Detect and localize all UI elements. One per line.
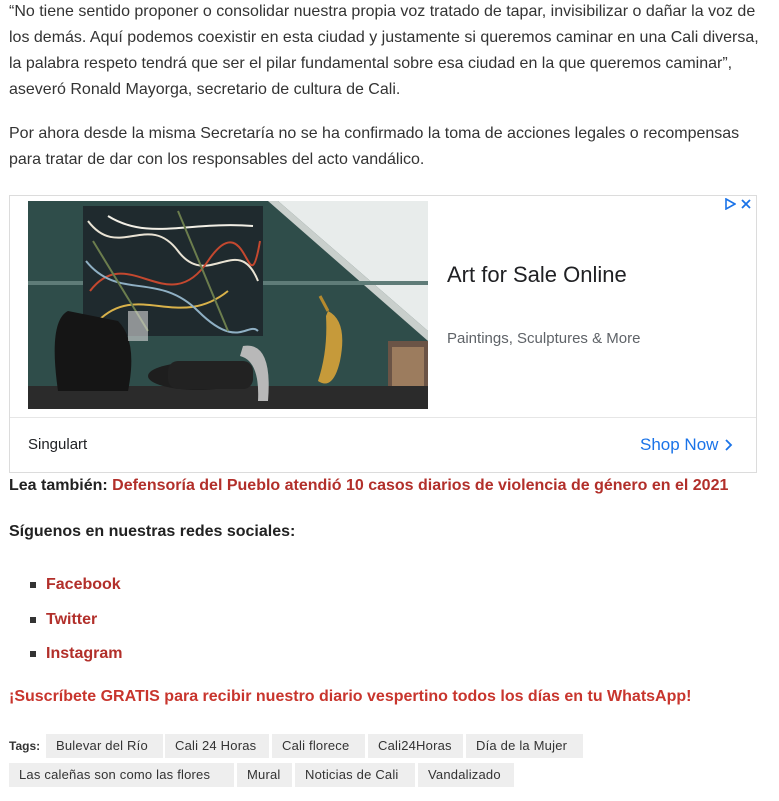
instagram-link[interactable]: Instagram: [46, 645, 123, 663]
social-links-list: [9, 568, 122, 672]
related-label: Lea también:: [9, 477, 108, 494]
article-paragraph-quote: “No tiene sentido proponer o consolidar nuestra propia voz tratado de tapar, invisibilizar o dañar la voz de los demás. Aquí podemos coexistir en esta ciudad y justamente si queremos caminar en una Cali diversa, la palabra respeto tendrá que ser el pilar fundamental sobre esa ciudad en la que queremos caminar”, aseveró Ronald Mayorga, secretario de cultura de Cali.: [9, 3, 759, 98]
tag-noticias-de-cali[interactable]: Noticias de Cali: [295, 763, 415, 787]
related-article: [9, 477, 728, 495]
tag-cali-24-horas[interactable]: Cali 24 Horas: [165, 734, 269, 758]
list-item: [9, 637, 122, 672]
twitter-link[interactable]: Twitter: [46, 610, 98, 628]
advertisement[interactable]: [9, 195, 757, 473]
whatsapp-subscribe-link[interactable]: ¡Suscríbete GRATIS para recibir nuestro diario vespertino todos los días en tu WhatsApp!: [9, 688, 692, 705]
chevron-right-icon: [724, 438, 734, 452]
ad-cta-label: Shop Now: [640, 435, 719, 454]
related-article-link[interactable]: Defensoría del Pueblo atendió 10 casos diarios de violencia de género en el 2021: [112, 477, 729, 494]
article-paragraph: Por ahora desde la misma Secretaría no se ha confirmado la toma de acciones legales o recompensas para tratar de dar con los responsables del acto vandálico.: [9, 125, 740, 168]
tag-las-calenas[interactable]: Las caleñas son como las flores: [9, 763, 234, 787]
tag-vandalizado[interactable]: Vandalizado: [418, 763, 514, 787]
tag-dia-de-la-mujer[interactable]: Día de la Mujer: [466, 734, 583, 758]
bullet-icon: [30, 651, 36, 657]
ad-divider: [10, 417, 756, 418]
list-item: [9, 568, 122, 603]
ad-image[interactable]: [28, 201, 428, 409]
list-item: [9, 603, 122, 638]
bullet-icon: [30, 582, 36, 588]
bullet-icon: [30, 617, 36, 623]
tag-cali24horas[interactable]: Cali24Horas: [368, 734, 463, 758]
adchoices-icon[interactable]: [724, 198, 736, 210]
social-heading: Síguenos en nuestras redes sociales:: [9, 523, 296, 540]
ad-headline[interactable]: Art for Sale Online: [447, 262, 627, 287]
ad-choices[interactable]: [724, 198, 752, 210]
tags-label: Tags:: [9, 739, 41, 753]
close-icon[interactable]: [740, 198, 752, 210]
tag-bulevar-del-rio[interactable]: Bulevar del Río: [46, 734, 163, 758]
facebook-link[interactable]: Facebook: [46, 576, 121, 594]
ad-advertiser-name[interactable]: Singulart: [28, 436, 88, 453]
tag-cali-florece[interactable]: Cali florece: [272, 734, 365, 758]
ad-shop-now-button[interactable]: [640, 435, 734, 455]
ad-subheadline: Paintings, Sculptures & More: [447, 330, 641, 347]
tag-mural[interactable]: Mural: [237, 763, 292, 787]
